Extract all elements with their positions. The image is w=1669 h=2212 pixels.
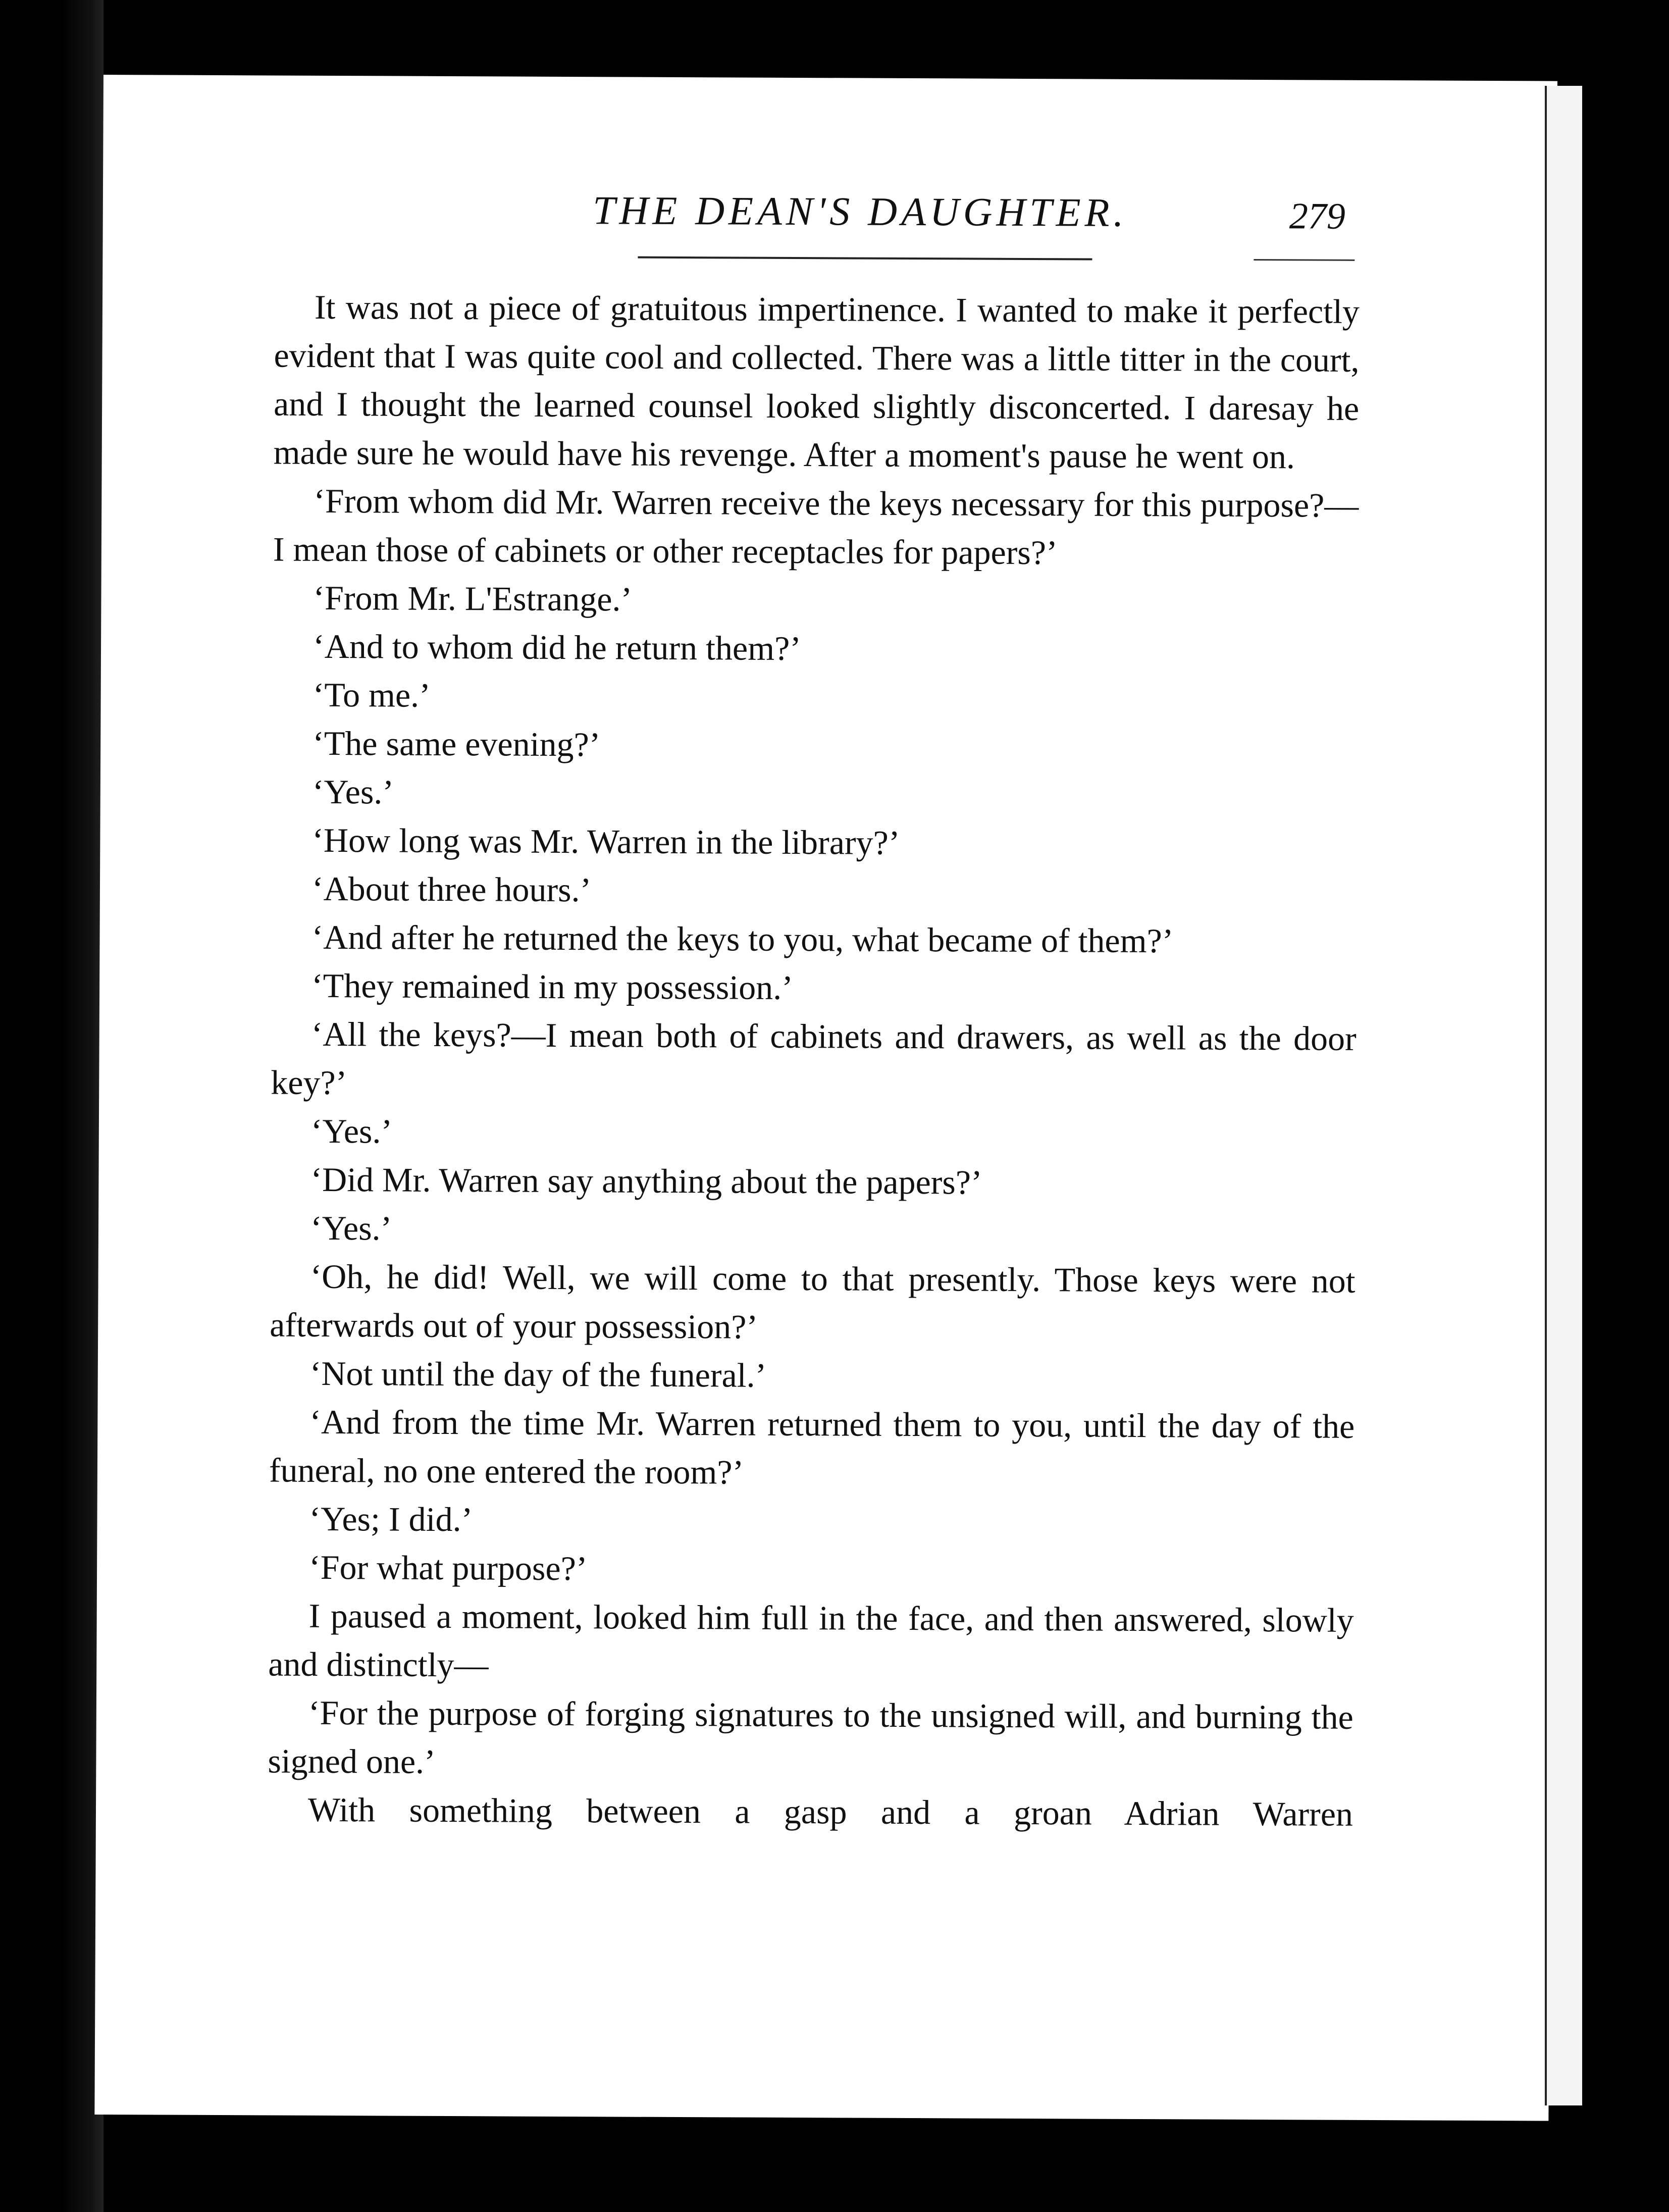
paragraph-14: ‘Did Mr. Warren say anything about the papers?’ [310, 1160, 982, 1202]
paragraph-19: ‘Yes; I did.’ [309, 1499, 473, 1539]
paragraph-11: ‘They remained in my possession.’ [311, 966, 793, 1007]
paragraph-9: ‘About three hours.’ [311, 869, 592, 909]
paragraph-4: ‘And to whom did he return them?’ [312, 627, 802, 668]
running-title: THE DEAN'S DAUGHTER. [592, 188, 1128, 235]
paragraph-20: ‘For what purpose?’ [308, 1548, 588, 1588]
scan-right-edge [1545, 86, 1582, 2105]
paragraph-2: ‘From whom did Mr. Warren receive the keys necessary for this purpose?—I mean those of cabinets or other receptacles for papers?’ [273, 481, 1359, 572]
paragraph-7: ‘Yes.’ [312, 772, 394, 811]
paragraph-5: ‘To me.’ [312, 675, 431, 714]
paragraph-23: With something between a gasp and a groan Adrian Warren [307, 1790, 1353, 1833]
paragraph-10: ‘And after he returned the keys to you, what became of them?’ [311, 917, 1174, 960]
header-rule-short [1254, 259, 1354, 261]
paragraph-3: ‘From Mr. L'Estrange.’ [313, 578, 633, 619]
paragraph-18: ‘And from the time Mr. Warren returned them to you, until the day of the funeral, no one entered the room?’ [269, 1402, 1355, 1491]
paragraph-17: ‘Not until the day of the funeral.’ [309, 1354, 767, 1395]
paragraph-22: ‘For the purpose of forging signatures to the unsigned will, and burning the signed one.’ [268, 1693, 1353, 1781]
header-rule [638, 256, 1092, 261]
body-text [268, 282, 1360, 1838]
page-header [103, 186, 1557, 253]
paragraph-8: ‘How long was Mr. Warren in the library?’ [312, 820, 900, 862]
paragraph-6: ‘The same evening?’ [312, 724, 601, 764]
paragraph-16: ‘Oh, he did! Well, we will come to that presently. Those keys were not afterwards out of your possession?’ [270, 1257, 1355, 1346]
paragraph-12: ‘All the keys?—I mean both of cabinets and drawers, as well as the door key?’ [271, 1014, 1357, 1102]
paragraph-1: It was not a piece of gratuitous impertinence. I wanted to make it perfectly evident that I was quite cool and collected. There was a little titter in the court, and I thought the learned counsel looked slightly disconcerted. I daresay he made sure he would have his revenge. After a moment's pause he went on. [273, 287, 1360, 476]
paragraph-13: ‘Yes.’ [310, 1111, 393, 1151]
paragraph-15: ‘Yes.’ [310, 1208, 392, 1248]
book-page [94, 75, 1557, 2121]
paragraph-21: I paused a moment, looked him full in the face, and then answered, slowly and distinctly— [268, 1596, 1354, 1684]
page-number: 279 [1289, 195, 1345, 237]
